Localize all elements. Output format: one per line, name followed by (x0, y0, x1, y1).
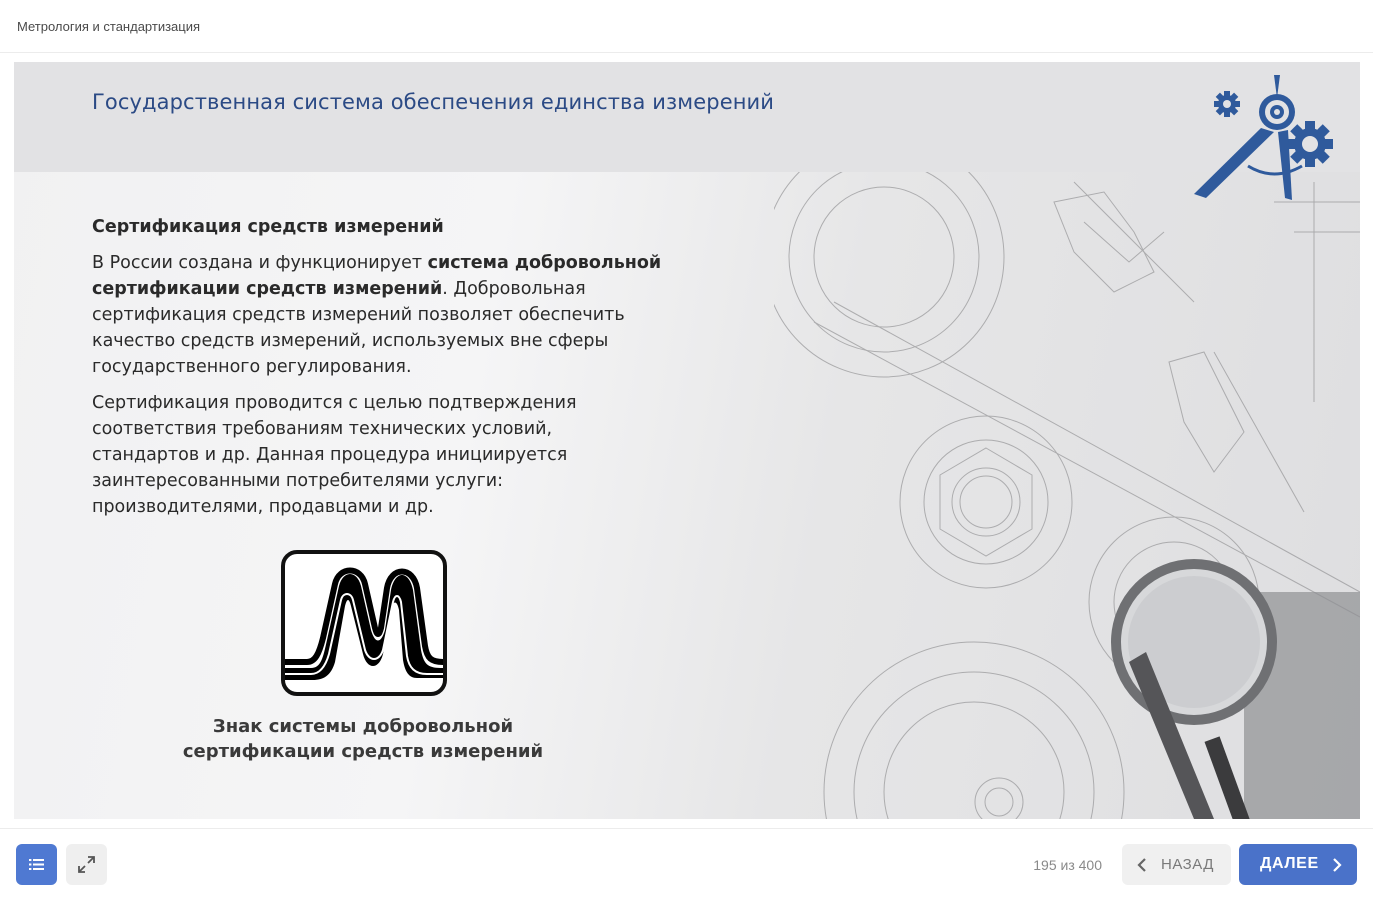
paragraph-1-end: . Добровольная сертификация средств измерений позволяет обеспечить качество средств измерений, используемых вне сферы государственного регулирования. (92, 279, 625, 377)
slide-header (14, 62, 1360, 172)
chevron-left-icon (1135, 857, 1149, 873)
list-icon (27, 855, 46, 874)
paragraph-1-start: В России создана и функционирует (92, 253, 428, 273)
paragraph-1-bold: система добровольной сертификации средств измерений (92, 253, 662, 299)
logo-caption: Знак системы добровольной сертификации средств измерений (182, 716, 544, 762)
next-button[interactable] (1239, 844, 1357, 885)
technical-drawing-image (774, 172, 1360, 819)
top-bar (0, 0, 1373, 53)
fullscreen-button[interactable] (66, 844, 107, 885)
next-button-label: ДАЛЕЕ (1260, 855, 1319, 872)
certification-mark-logo (281, 550, 447, 696)
section-heading: Сертификация средств измерений (92, 217, 444, 237)
back-button[interactable] (1122, 844, 1231, 885)
slide-title: Государственная система обеспечения единства измерений (92, 90, 775, 114)
paragraph-2: Сертификация проводится с целью подтверждения соответствия требованиям технических условий, стандартов и др. Данная процедура инициируется заинтересованными потребителями услуги: производителями, продавцами и др. (92, 393, 577, 517)
slide-content (92, 214, 662, 530)
bottom-bar (0, 828, 1373, 900)
contents-menu-button[interactable] (16, 844, 57, 885)
expand-icon (77, 855, 96, 874)
chevron-right-icon (1330, 857, 1344, 873)
slide (14, 62, 1360, 819)
paragraph-1 (92, 250, 662, 380)
slide-counter: 195 из 400 (1033, 857, 1102, 873)
back-button-label: НАЗАД (1161, 856, 1214, 873)
course-title: Метрология и стандартизация (17, 19, 201, 34)
